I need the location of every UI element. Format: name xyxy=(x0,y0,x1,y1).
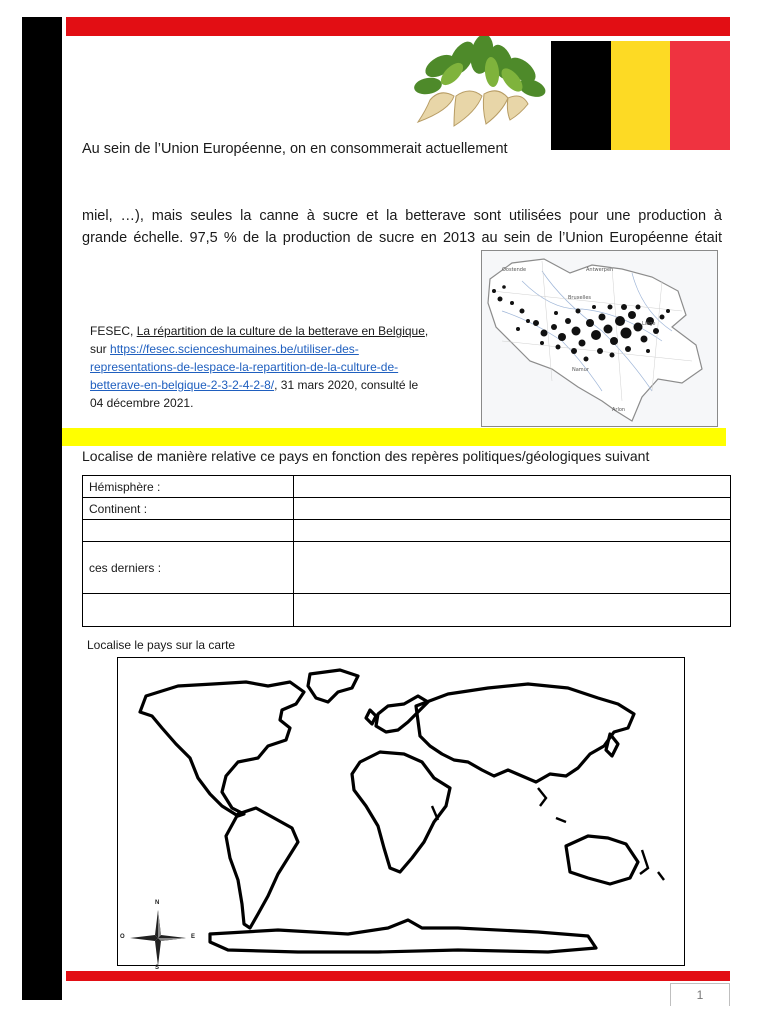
compass-s-label: S xyxy=(155,965,160,971)
bottom-red-rule xyxy=(66,971,730,981)
flag-red-stripe xyxy=(670,41,730,150)
uk-outline xyxy=(366,710,376,724)
row-label: Hémisphère : xyxy=(83,476,294,498)
table-row xyxy=(83,542,731,594)
belgium-beet-map xyxy=(481,250,718,427)
caption-url-part-3[interactable]: betterave-en-belgique-2-3-2-4-2-8/ xyxy=(90,378,275,392)
world-outline-map[interactable] xyxy=(117,657,685,971)
flag-yellow-stripe xyxy=(611,41,671,150)
australia-outline xyxy=(566,836,638,884)
japan-outline xyxy=(606,734,618,756)
answer-cell[interactable] xyxy=(294,476,731,498)
page-number: 1 xyxy=(670,983,730,1006)
row-label: Continent : xyxy=(83,498,294,520)
paragraph-line-2: grande échelle. 97,5 % de la production de sucre en 2013 au sein de l’Union Européenne était xyxy=(82,230,722,246)
localisation-table xyxy=(82,475,731,627)
south-america-outline xyxy=(226,808,298,928)
antarctica-outline xyxy=(210,920,596,952)
answer-cell[interactable] xyxy=(294,520,731,542)
caption-line-4 xyxy=(90,376,470,394)
caption-line-5: 04 décembre 2021. xyxy=(90,396,194,410)
caption-line-3 xyxy=(90,358,470,376)
greenland-outline xyxy=(308,670,358,702)
north-america-outline xyxy=(140,682,304,816)
caption-url-part-2[interactable]: representations-de-lespace-la-repartition-de-la-culture-de- xyxy=(90,360,399,374)
caption-url-part-1[interactable]: https://fesec.scienceshumaines.be/utiliser-des- xyxy=(110,342,359,356)
svg-text:Antwerpen: Antwerpen xyxy=(586,267,614,273)
flag-black-stripe xyxy=(551,41,611,150)
caption-line-2 xyxy=(90,340,470,358)
sugar-beet-image xyxy=(410,36,550,128)
compass-e-label: E xyxy=(191,934,196,940)
table-row xyxy=(83,520,731,542)
svg-text:Arlon: Arlon xyxy=(612,407,626,413)
intro-line: Au sein de l’Union Européenne, on en consommerait actuellement xyxy=(82,141,508,157)
asia-outline xyxy=(416,684,634,782)
caption-sur: sur xyxy=(90,342,111,356)
table-row xyxy=(83,498,731,520)
exercise-instruction: Localise de manière relative ce pays en fonction des repères politiques/géologiques suivant xyxy=(82,448,650,464)
svg-text:Namur: Namur xyxy=(572,367,589,373)
caption-after-title: , xyxy=(424,324,429,338)
caption-title: La répartition de la culture de la betterave en Belgique xyxy=(136,324,425,338)
row-label: ces derniers : xyxy=(83,542,294,594)
caption-date: , 31 mars 2020, consulté le xyxy=(274,378,419,392)
source-caption xyxy=(90,322,470,412)
row-label xyxy=(83,520,294,542)
answer-cell[interactable] xyxy=(294,542,731,594)
compass-o-label: O xyxy=(120,934,125,940)
svg-text:Oostende: Oostende xyxy=(502,267,527,273)
svg-text:Bruxelles: Bruxelles xyxy=(568,295,591,301)
table-row xyxy=(83,594,731,627)
map-instruction: Localise le pays sur la carte xyxy=(87,638,236,652)
top-red-rule xyxy=(66,17,730,36)
caption-source: FESEC, xyxy=(90,324,137,338)
yellow-highlight-band xyxy=(62,428,726,446)
table-row xyxy=(83,476,731,498)
left-black-bar xyxy=(22,17,62,1000)
paragraph-line-1: miel, …), mais seules la canne à sucre et la betterave sont utilisées pour une production à xyxy=(82,208,722,224)
answer-cell[interactable] xyxy=(294,498,731,520)
compass-rose xyxy=(122,902,194,974)
row-label xyxy=(83,594,294,627)
belgian-flag xyxy=(551,41,730,150)
caption-line-1 xyxy=(90,322,470,340)
answer-cell[interactable] xyxy=(294,594,731,627)
svg-text:Liège: Liège xyxy=(642,321,656,327)
compass-n-label: N xyxy=(155,900,160,906)
